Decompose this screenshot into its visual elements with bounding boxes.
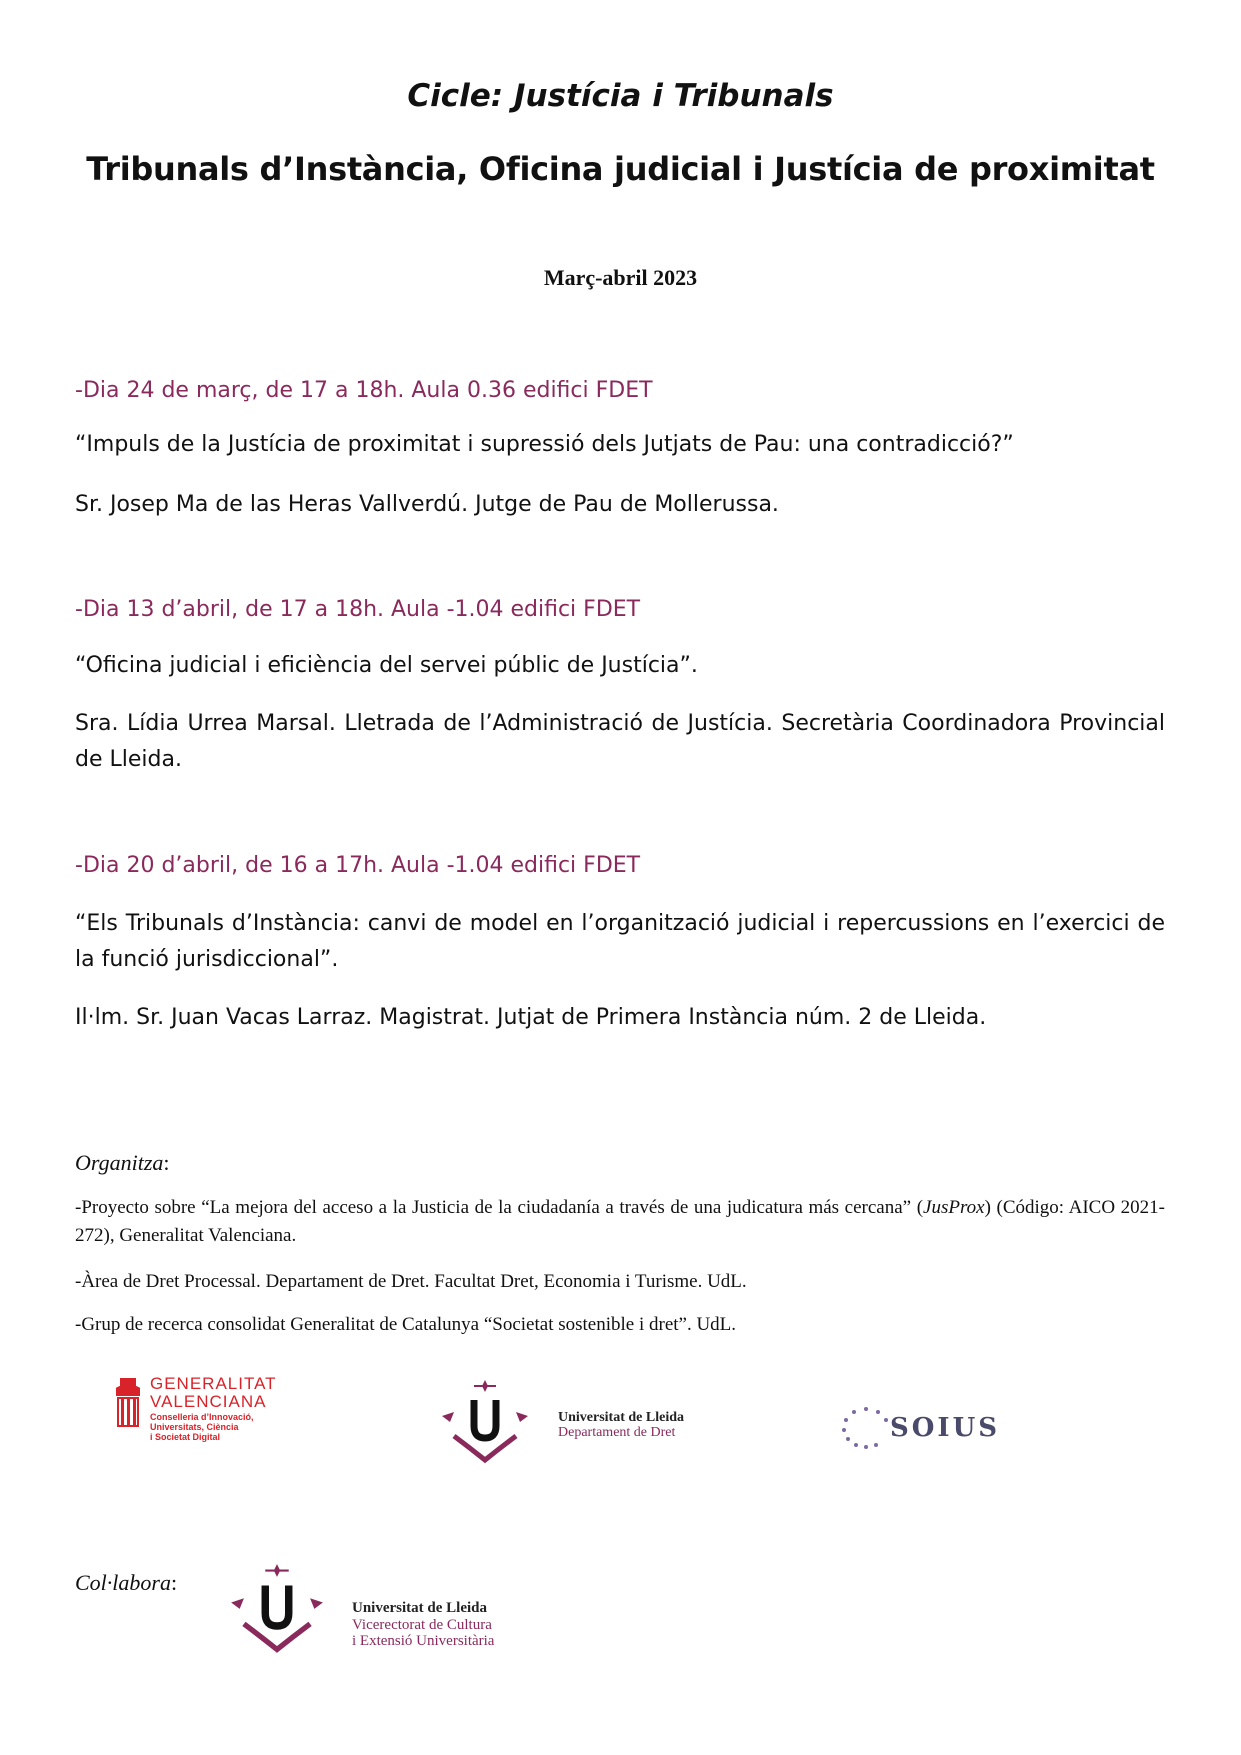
gv-line-2: VALENCIANA bbox=[150, 1392, 267, 1411]
cycle-title: Cicle: Justícia i Tribunals bbox=[407, 78, 834, 114]
session-1-speaker: Sr. Josep Ma de las Heras Vallverdú. Jutge de Pau de Mollerussa. bbox=[75, 492, 779, 517]
udl-cultura-logo bbox=[222, 1562, 542, 1662]
udl-emblem-icon-2 bbox=[222, 1562, 332, 1658]
gv-line-1: GENERALITAT bbox=[150, 1374, 277, 1393]
gv-subtitle: Conselleria d’Innovació, Universitats, Ciència i Societat Digital bbox=[150, 1412, 254, 1442]
organizer-item-2: -Àrea de Dret Processal. Departament de Dret. Facultat Dret, Economia i Turisme. UdL. bbox=[75, 1271, 747, 1292]
soius-wordmark: SOIUS bbox=[890, 1413, 1001, 1443]
udl-emblem-icon bbox=[440, 1378, 530, 1468]
page-title: Tribunals d’Instància, Oficina judicial i Justícia de proximitat bbox=[86, 150, 1155, 188]
soius-logo bbox=[840, 1405, 1060, 1455]
session-3-heading: -Dia 20 d’abril, de 16 a 17h. Aula -1.04 edifici FDET bbox=[75, 853, 641, 878]
udl-name: Universitat de Lleida bbox=[558, 1410, 684, 1425]
organizer-item-3: -Grup de recerca consolidat Generalitat de Catalunya “Societat sostenible i dret”. UdL. bbox=[75, 1314, 737, 1335]
generalitat-valenciana-logo bbox=[110, 1372, 310, 1452]
session-2-heading: -Dia 13 d’abril, de 17 a 18h. Aula -1.04 edifici FDET bbox=[75, 597, 641, 622]
session-3-talk: “Els Tribunals d’Instància: canvi de model en l’organització judicial i repercussions en l’exercici de la funció jurisdiccional”. bbox=[75, 911, 1165, 972]
udl-dept: Departament de Dret bbox=[558, 1425, 676, 1440]
organizers-label: Organitza: bbox=[75, 1150, 170, 1175]
organizer-item-1: -Proyecto sobre “La mejora del acceso a la Justicia de la ciudadanía a través de una judicatura más cercana” (JusProx) (Código: AICO 2021-272), Generalitat Valenciana. bbox=[75, 1197, 1165, 1246]
date-range: Març-abril 2023 bbox=[543, 265, 698, 290]
session-1-talk: “Impuls de la Justícia de proximitat i supressió dels Jutjats de Pau: una contradicció?” bbox=[75, 432, 1014, 457]
session-2-talk: “Oficina judicial i eficiència del servei públic de Justícia”. bbox=[75, 653, 698, 678]
session-1-heading: -Dia 24 de març, de 17 a 18h. Aula 0.36 edifici FDET bbox=[75, 378, 653, 403]
udl-dret-logo bbox=[440, 1378, 710, 1478]
collab-udl-sub: Vicerectorat de Cultura i Extensió Universitària bbox=[352, 1617, 495, 1649]
gv-emblem-icon bbox=[110, 1376, 146, 1432]
collab-udl-name: Universitat de Lleida bbox=[352, 1600, 487, 1616]
session-3-speaker: Il·lm. Sr. Juan Vacas Larraz. Magistrat. Jutjat de Primera Instància núm. 2 de Lleida. bbox=[75, 1005, 987, 1030]
soius-star-ring-icon bbox=[840, 1405, 892, 1449]
collabora-label: Col·labora: bbox=[75, 1570, 178, 1595]
session-2-speaker: Sra. Lídia Urrea Marsal. Lletrada de l’Administració de Justícia. Secretària Coordinadora Provincial de Lleida. bbox=[75, 711, 1165, 772]
